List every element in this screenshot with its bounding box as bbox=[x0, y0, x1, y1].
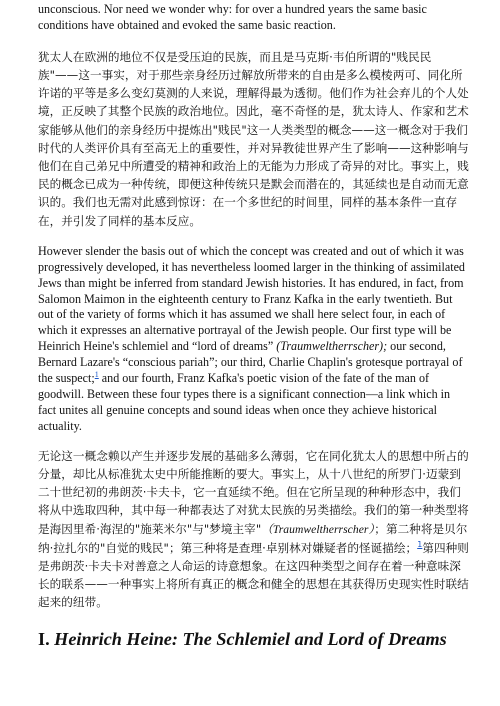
traumweltherrscher-italic-zh: （Traumweltherrscher） bbox=[261, 522, 375, 536]
paragraph-english-2-part-c: and our fourth, Franz Kafka's poetic vision of the fate of the man of goodwill. Between these four types there is a significant connection—a link which in fact unites all genuine concepts and sound ideas when once they achieve historical actuality. bbox=[38, 371, 451, 433]
paragraph-chinese-2-part-a: 无论这一概念赖以产生并逐步发展的基础多么薄弱，它在同化犹太人的思想中所占的分量，却比从标准犹太史中所能推断的要大。事实上，从十八世纪的所罗门·迈蒙到二十世纪初的弗朗茨·卡夫卡，它一直延续不绝。但在它所呈现的种种形态中，我们将从中选取四种，其中每一种都表达了对犹太民族的另类描绘。我们的第一种类型将是海因里希·海涅的"施莱米尔"与"梦境主宰" bbox=[38, 448, 469, 536]
document-page bbox=[38, 0, 470, 650]
paragraph-chinese-2 bbox=[38, 447, 470, 612]
section-heading bbox=[38, 628, 470, 650]
paragraph-chinese-1: 犹太人在欧洲的地位不仅是受压迫的民族，而且是马克斯·韦伯所谓的"贱民民族"——这一事实，对于那些亲身经历过解放所带来的自由是多么模棱两可、同化所许诺的平等是多么变幻莫测的人来说，理解得最为透彻。他们作为社会弃儿的个人处境，正反映了其整个民族的政治地位。因此，毫不奇怪的是，犹太诗人、作家和艺术家能够从他们的亲身经历中提炼出"贱民"这一人类类型的概念——这一概念对于我们时代的人类评价具有至高无上的重要性，并对异教徒世界产生了影响——这种影响与他们在自己弟兄中所遭受的精神和政治上的无能为力形成了奇异的对比。事实上，贱民的概念已成为一种传统，即便这种传统只是默会而潜在的，其延续也是自动而无意识的。我们也无需对此感到惊讶：在一个多世纪的时间里，同样的基本条件一直存在，并引发了同样的基本反应。 bbox=[38, 49, 469, 228]
section-title: Heinrich Heine: The Schlemiel and Lord of Dreams bbox=[54, 628, 447, 649]
paragraph-english-2-part-b: our second, Bernard Lazare's “conscious pariah”; our third, Charlie Chaplin's grotesque portrayal of the suspect; bbox=[38, 339, 463, 386]
paragraph-chinese-2-part-b: ；第二种将是贝尔纳·拉扎尔的"自觉的贱民"；第三种将是查理·卓别林对嫌疑者的怪诞描绘； bbox=[38, 521, 468, 555]
paragraph-english-2-part-a: However slender the basis out of which the concept was created and out of which it was progressively developed, it has nevertheless loomed larger in the thinking of assimilated Jews than might be inferred from standard Jewish histories. It has endured, in fact, from Salomon Maimon in the eighteenth century to Franz Kafka in the early twentieth. But out of the variety of forms which it has assumed we shall here select four, in each of which it expresses an alternative portrayal of the Jewish people. Our first type will be Heinrich Heine's schlemiel and “lord of dreams” bbox=[38, 243, 465, 354]
paragraph-english-2 bbox=[38, 244, 470, 435]
traumweltherrscher-italic: (Traumweltherrscher); bbox=[276, 339, 388, 354]
footnote-link[interactable]: 1 bbox=[94, 370, 99, 380]
paragraph-english-1: unconscious. Nor need we wonder why: for over a hundred years the same basic conditions have obtained and evoked the same basic reaction. bbox=[38, 2, 427, 32]
footnote-link-zh[interactable]: 1 bbox=[417, 539, 423, 549]
paragraph-chinese-2-part-c: 第四种则是弗朗茨·卡夫卡对善意之人命运的诗意想象。在这四种类型之间存在着一种意味深长的联系——一种事实上将所有真正的概念和健全的思想在其获得历史现实性时联结起来的纽带。 bbox=[38, 540, 469, 610]
section-number: I. bbox=[38, 628, 50, 649]
